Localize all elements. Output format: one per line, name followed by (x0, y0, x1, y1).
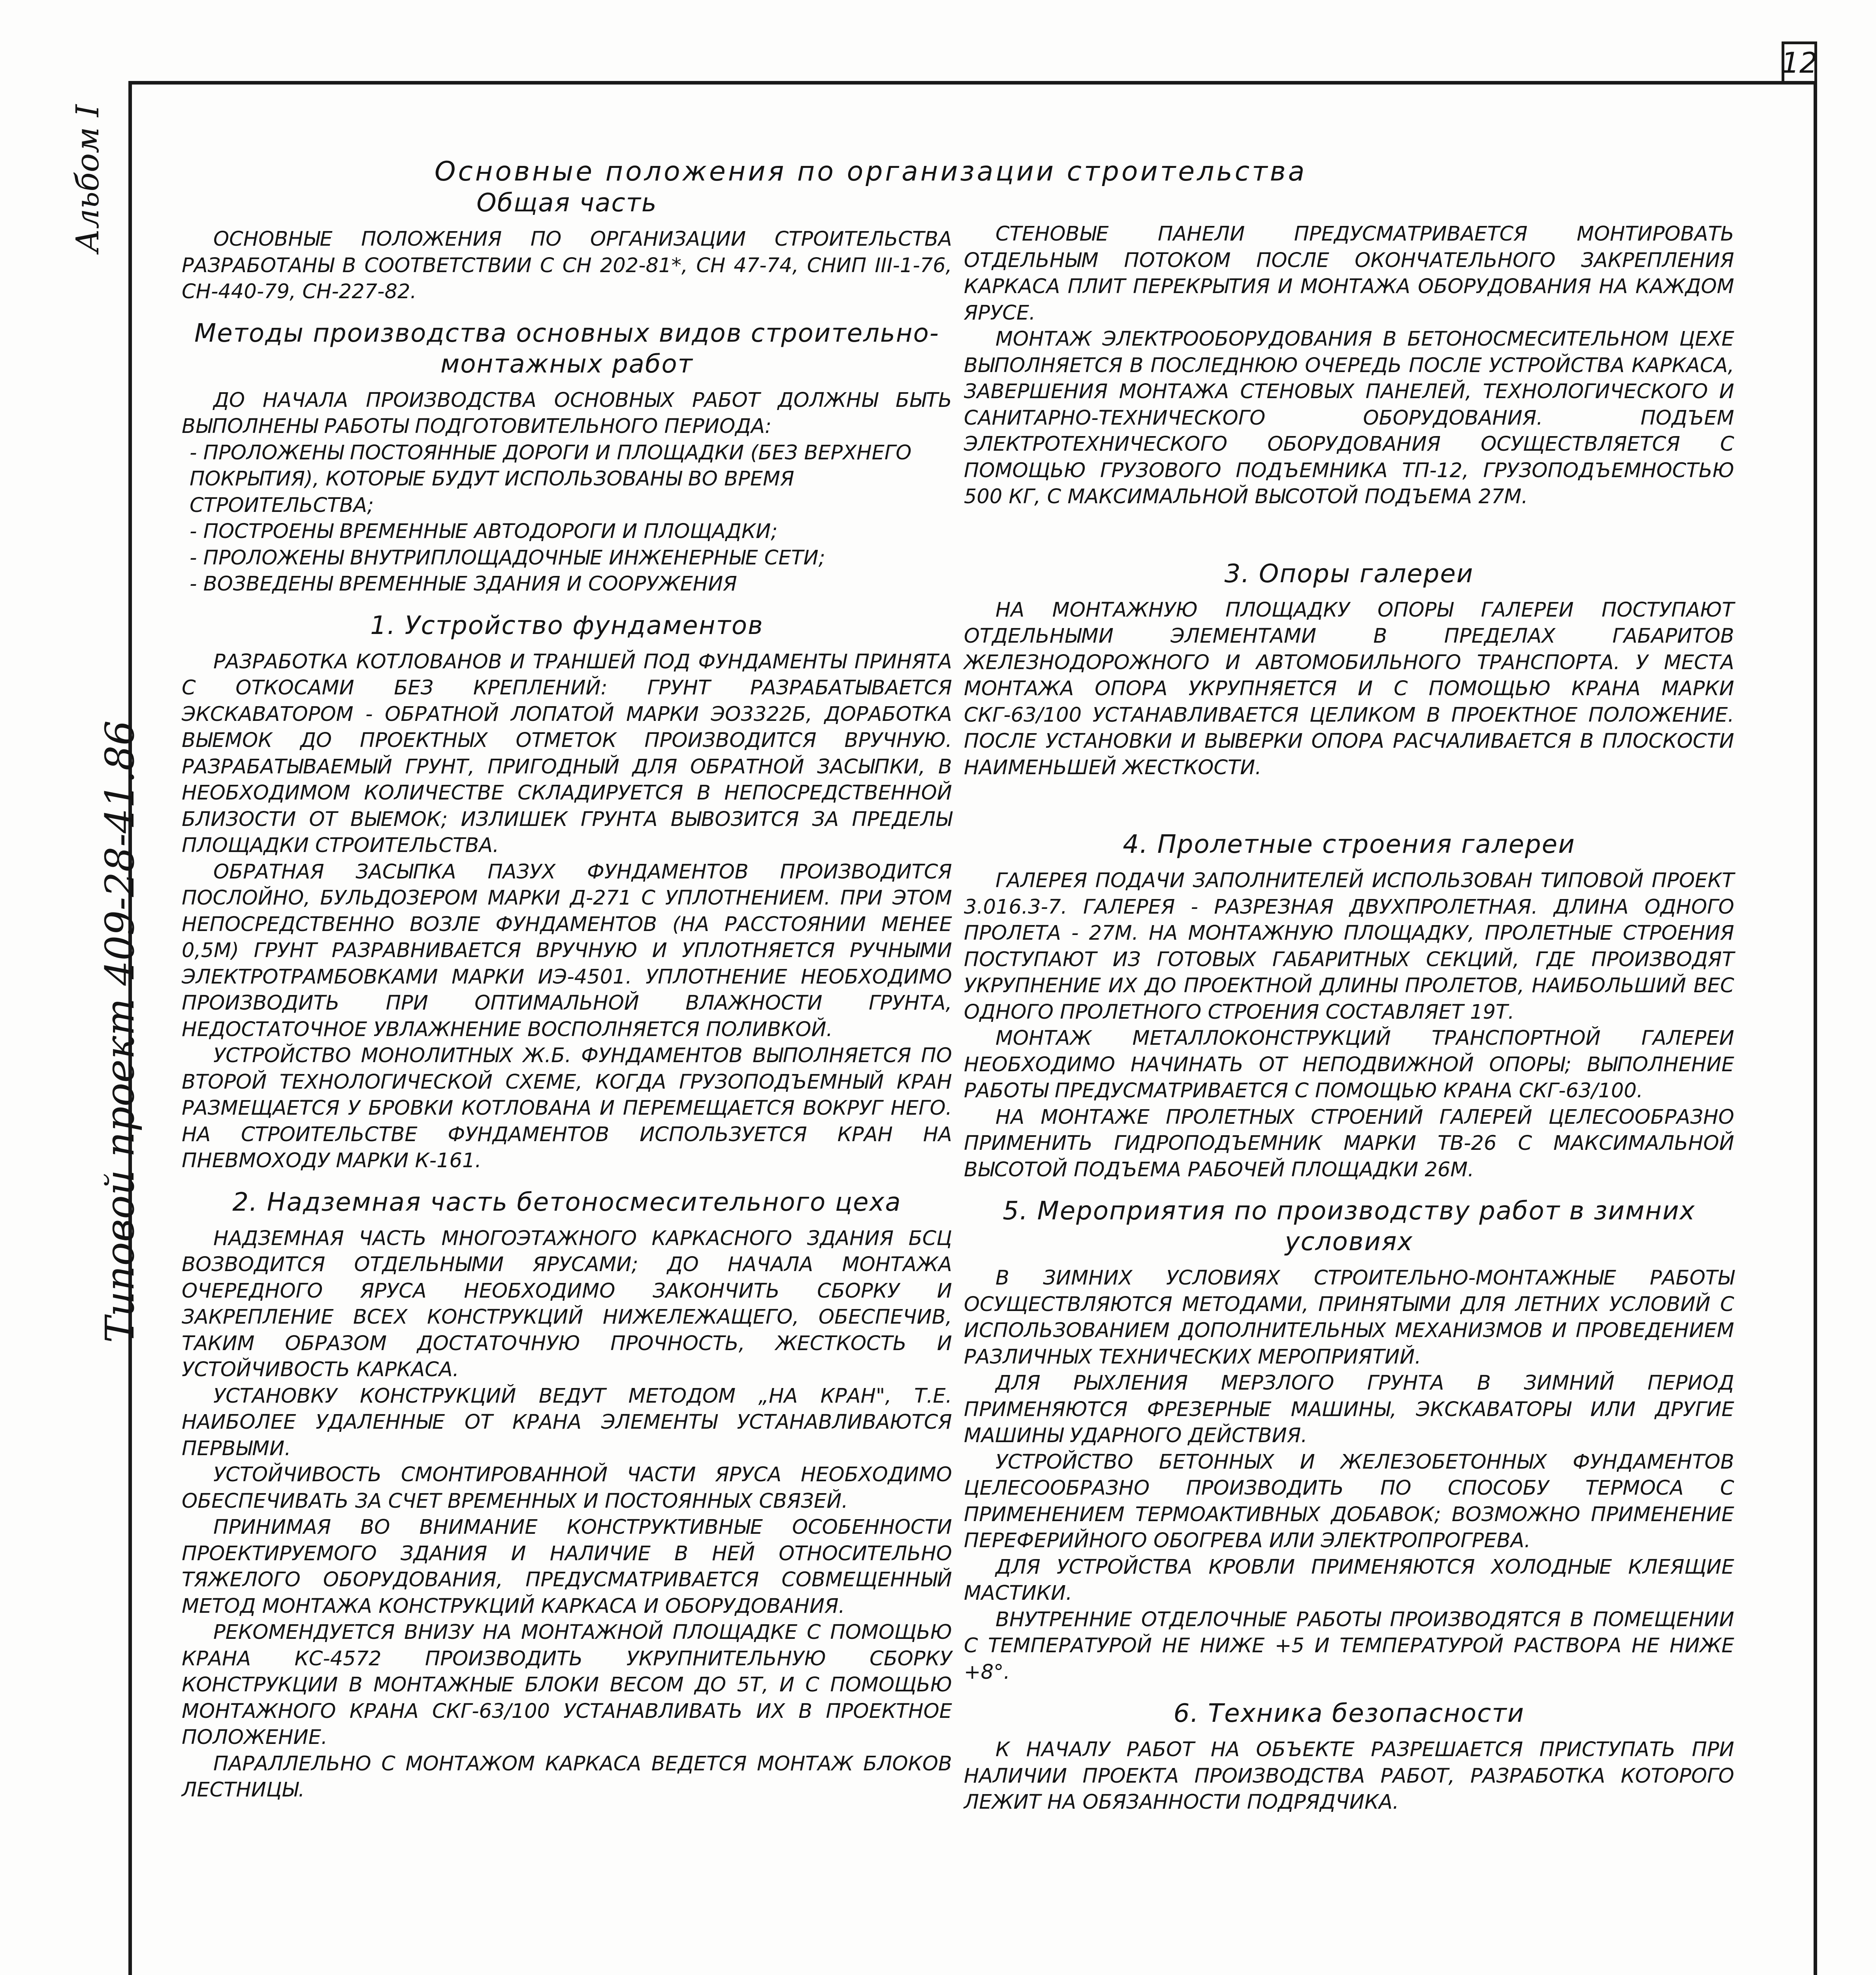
heading-winter: 5. Мероприятия по производству работ в зимних условиях (1003, 1196, 1695, 1256)
heading-safety: 6. Техника безопасности (1173, 1699, 1525, 1728)
prep-list (182, 440, 952, 598)
heading-methods: Методы производства основных видов строительно-монтажных работ (194, 318, 939, 379)
left-column (182, 188, 952, 1804)
project-label: Типовой проект 409-28-41.86 (97, 720, 143, 1343)
paragraph: НАДЗЕМНАЯ ЧАСТЬ МНОГОЭТАЖНОГО КАРКАСНОГО ЗДАНИЯ БСЦ ВОЗВОДИТСЯ ОТДЕЛЬНЫМИ ЯРУСАМИ; ДО НАЧАЛА МОНТАЖА ОЧЕРЕДНОГО ЯРУСА НЕОБХОДИМО ЗАКОНЧИТЬ СБОРКУ И ЗАКРЕПЛЕНИЕ ВСЕХ КОНСТРУКЦИЙ НИЖЕЛЕЖАЩЕГО, ОБЕСПЕЧИВ, ТАКИМ ОБРАЗОМ ДОСТАТОЧНУЮ ПРОЧНОСТЬ, ЖЕСТКОСТЬ И УСТОЙЧИВОСТЬ КАРКАСА. (182, 1226, 952, 1381)
album-label: Альбом I (69, 104, 106, 253)
page-title: Основные положения по организации строительства (435, 156, 1307, 187)
paragraph: ПРИНИМАЯ ВО ВНИМАНИЕ КОНСТРУКТИВНЫЕ ОСОБЕННОСТИ ПРОЕКТИРУЕМОГО ЗДАНИЯ И НАЛИЧИЕ В НЕЙ ОТНОСИТЕЛЬНО ТЯЖЕЛОГО ОБОРУДОВАНИЯ, ПРЕДУСМАТРИВАЕТСЯ СОВМЕЩЕННЫЙ МЕТОД МОНТАЖА КОНСТРУКЦИЙ КАРКАСА И ОБОРУДОВАНИЯ. (182, 1516, 952, 1618)
paragraph: ГАЛЕРЕЯ ПОДАЧИ ЗАПОЛНИТЕЛЕЙ ИСПОЛЬЗОВАН ТИПОВОЙ ПРОЕКТ 3.016.3-7. ГАЛЕРЕЯ - РАЗРЕЗНАЯ ДВУХПРОЛЕТНАЯ. ДЛИНА ОДНОГО ПРОЛЕТА - 27М. НА МОНТАЖНУЮ ПЛОЩАДКУ, ПРОЛЕТНЫЕ СТРОЕНИЯ ПОСТУПАЮТ ИЗ ГОТОВЫХ ГАБАРИТНЫХ СЕКЦИЙ, ГДЕ ПРОИЗВОДЯТ УКРУПНЕНИЕ ИХ ДО ПРОЕКТНОЙ ДЛИНЫ ПРОЛЕТОВ, НАИБОЛЬШИЙ ВЕС ОДНОГО ПРОЛЕТНОГО СТРОЕНИЯ СОСТАВЛЯЕТ 19Т. (964, 869, 1734, 1024)
paragraph: ОБРАТНАЯ ЗАСЫПКА ПАЗУХ ФУНДАМЕНТОВ ПРОИЗВОДИТСЯ ПОСЛОЙНО, БУЛЬДОЗЕРОМ МАРКИ Д-271 С УПЛОТНЕНИЕМ. ПРИ ЭТОМ НЕПОСРЕДСТВЕННО ВОЗЛЕ ФУНДАМЕНТОВ (НА РАССТОЯНИИ МЕНЕЕ 0,5М) ГРУНТ РАЗРАВНИВАЕТСЯ ВРУЧНУЮ И УПЛОТНЯЕТСЯ РУЧНЫМИ ЭЛЕКТРОТРАМБОВКАМИ МАРКИ ИЭ-4501. УПЛОТНЕНИЕ НЕОБХОДИМО ПРОИЗВОДИТЬ ПРИ ОПТИМАЛЬНОЙ ВЛАЖНОСТИ ГРУНТА, НЕДОСТАТОЧНОЕ УВЛАЖНЕНИЕ ВОСПОЛНЯЕТСЯ ПОЛИВКОЙ. (182, 860, 952, 1041)
paragraph: СТЕНОВЫЕ ПАНЕЛИ ПРЕДУСМАТРИВАЕТСЯ МОНТИРОВАТЬ ОТДЕЛЬНЫМ ПОТОКОМ ПОСЛЕ ОКОНЧАТЕЛЬНОГО ЗАКРЕПЛЕНИЯ КАРКАСА ПЛИТ ПЕРЕКРЫТИЯ И МОНТАЖА ОБОРУДОВАНИЯ НА КАЖДОМ ЯРУСЕ. (964, 222, 1734, 325)
page-number: 12 (1782, 41, 1817, 81)
paragraph: ОСНОВНЫЕ ПОЛОЖЕНИЯ ПО ОРГАНИЗАЦИИ СТРОИТЕЛЬСТВА РАЗРАБОТАНЫ В СООТВЕТСТВИИ С СН 202-81*, СН 47-74, СНИП III-1-76, СН-440-79, СН-227-82. (182, 228, 952, 303)
paragraph: МОНТАЖ ЭЛЕКТРООБОРУДОВАНИЯ В БЕТОНОСМЕСИТЕЛЬНОМ ЦЕХЕ ВЫПОЛНЯЕТСЯ В ПОСЛЕДНЮЮ ОЧЕРЕДЬ ПОСЛЕ УСТРОЙСТВА КАРКАСА, ЗАВЕРШЕНИЯ МОНТАЖА СТЕНОВЫХ ПАНЕЛЕЙ, ТЕХНОЛОГИЧЕСКОГО И САНИТАРНО-ТЕХНИЧЕСКОГО ОБОРУДОВАНИЯ. ПОДЪЕМ ЭЛЕКТРОТЕХНИЧЕСКОГО ОБОРУДОВАНИЯ ОСУЩЕСТВЛЯЕТСЯ С ПОМОЩЬЮ ГРУЗОВОГО ПОДЪЕМНИКА ТП-12, ГРУЗОПОДЪЕМНОСТЬЮ 500 КГ, С МАКСИМАЛЬНОЙ ВЫСОТОЙ ПОДЪЕМА 27М. (964, 327, 1734, 508)
heading-general: Общая часть (476, 188, 657, 218)
heading-supports: 3. Опоры галереи (1224, 559, 1474, 589)
list-item: - ПРОЛОЖЕНЫ ПОСТОЯННЫЕ ДОРОГИ И ПЛОЩАДКИ (БЕЗ ВЕРХНЕГО ПОКРЫТИЯ), КОТОРЫЕ БУДУТ ИСПОЛЬЗОВАНЫ ВО ВРЕМЯ СТРОИТЕЛЬСТВА; (190, 441, 912, 517)
heading-spans: 4. Пролетные строения галереи (1123, 830, 1575, 859)
paragraph: В ЗИМНИХ УСЛОВИЯХ СТРОИТЕЛЬНО-МОНТАЖНЫЕ РАБОТЫ ОСУЩЕСТВЛЯЮТСЯ МЕТОДАМИ, ПРИНЯТЫМИ ДЛЯ ЛЕТНИХ УСЛОВИЙ С ИСПОЛЬЗОВАНИЕМ ДОПОЛНИТЕЛЬНЫХ МЕХАНИЗМОВ И ПРОВЕДЕНИЕМ РАЗЛИЧНЫХ ТЕХНИЧЕСКИХ МЕРОПРИЯТИЙ. (964, 1266, 1734, 1369)
list-item: - ПОСТРОЕНЫ ВРЕМЕННЫЕ АВТОДОРОГИ И ПЛОЩАДКИ; (190, 520, 778, 543)
list-item: - ВОЗВЕДЕНЫ ВРЕМЕННЫЕ ЗДАНИЯ И СООРУЖЕНИЯ (190, 572, 737, 596)
paragraph: УСТРОЙСТВО МОНОЛИТНЫХ Ж.Б. ФУНДАМЕНТОВ ВЫПОЛНЯЕТСЯ ПО ВТОРОЙ ТЕХНОЛОГИЧЕСКОЙ СХЕМЕ, КОГДА ГРУЗОПОДЪЕМНЫЙ КРАН РАЗМЕЩАЕТСЯ У БРОВКИ КОТЛОВАНА И ПЕРЕМЕЩАЕТСЯ ВОКРУГ НЕГО. НА СТРОИТЕЛЬСТВЕ ФУНДАМЕНТОВ ИСПОЛЬЗУЕТСЯ КРАН НА ПНЕВМОХОДУ МАРКИ К-161. (182, 1044, 952, 1172)
paragraph: ДЛЯ УСТРОЙСТВА КРОВЛИ ПРИМЕНЯЮТСЯ ХОЛОДНЫЕ КЛЕЯЩИЕ МАСТИКИ. (964, 1555, 1734, 1605)
paragraph: МОНТАЖ МЕТАЛЛОКОНСТРУКЦИЙ ТРАНСПОРТНОЙ ГАЛЕРЕИ НЕОБХОДИМО НАЧИНАТЬ ОТ НЕПОДВИЖНОЙ ОПОРЫ; ВЫПОЛНЕНИЕ РАБОТЫ ПРЕДУСМАТРИВАЕТСЯ С ПОМОЩЬЮ КРАНА СКГ-63/100. (964, 1027, 1734, 1102)
paragraph: УСТАНОВКУ КОНСТРУКЦИЙ ВЕДУТ МЕТОДОМ „НА КРАН", Т.Е. НАИБОЛЕЕ УДАЛЕННЫЕ ОТ КРАНА ЭЛЕМЕНТЫ УСТАНАВЛИВАЮТСЯ ПЕРВЫМИ. (182, 1384, 952, 1460)
paragraph: ДЛЯ РЫХЛЕНИЯ МЕРЗЛОГО ГРУНТА В ЗИМНИЙ ПЕРИОД ПРИМЕНЯЮТСЯ ФРЕЗЕРНЫЕ МАШИНЫ, ЭКСКАВАТОРЫ ИЛИ ДРУГИЕ МАШИНЫ УДАРНОГО ДЕЙСТВИЯ. (964, 1371, 1734, 1447)
paragraph: НА МОНТАЖЕ ПРОЛЕТНЫХ СТРОЕНИЙ ГАЛЕРЕЙ ЦЕЛЕСООБРАЗНО ПРИМЕНИТЬ ГИДРОПОДЪЕМНИК МАРКИ ТВ-26 С МАКСИМАЛЬНОЙ ВЫСОТОЙ ПОДЪЕМА РАБОЧЕЙ ПЛОЩАДКИ 26М. (964, 1105, 1734, 1181)
paragraph: ПАРАЛЛЕЛЬНО С МОНТАЖОМ КАРКАСА ВЕДЕТСЯ МОНТАЖ БЛОКОВ ЛЕСТНИЦЫ. (182, 1752, 952, 1802)
paragraph: ВНУТРЕННИЕ ОТДЕЛОЧНЫЕ РАБОТЫ ПРОИЗВОДЯТСЯ В ПОМЕЩЕНИИ С ТЕМПЕРАТУРОЙ НЕ НИЖЕ +5 И ТЕМПЕРАТУРОЙ РАСТВОРА НЕ НИЖЕ +8°. (964, 1608, 1734, 1684)
heading-aboveground: 2. Надземная часть бетоносмесительного цеха (232, 1187, 901, 1217)
paragraph: К НАЧАЛУ РАБОТ НА ОБЪЕКТЕ РАЗРЕШАЕТСЯ ПРИСТУПАТЬ ПРИ НАЛИЧИИ ПРОЕКТА ПРОИЗВОДСТВА РАБОТ, РАЗРАБОТКА КОТОРОГО ЛЕЖИТ НА ОБЯЗАННОСТИ ПОДРЯДЧИКА. (964, 1738, 1734, 1814)
list-item: - ПРОЛОЖЕНЫ ВНУТРИПЛОЩАДОЧНЫЕ ИНЖЕНЕРНЫЕ СЕТИ; (190, 546, 826, 570)
paragraph: РАЗРАБОТКА КОТЛОВАНОВ И ТРАНШЕЙ ПОД ФУНДАМЕНТЫ ПРИНЯТА С ОТКОСАМИ БЕЗ КРЕПЛЕНИЙ: ГРУНТ РАЗРАБАТЫВАЕТСЯ ЭКСКАВАТОРОМ - ОБРАТНОЙ ЛОПАТОЙ МАРКИ ЭО3322Б, ДОРАБОТКА ВЫЕМОК ДО ПРОЕКТНЫХ ОТМЕТОК ПРОИЗВОДИТСЯ ВРУЧНУЮ. РАЗРАБАТЫВАЕМЫЙ ГРУНТ, ПРИГОДНЫЙ ДЛЯ ОБРАТНОЙ ЗАСЫПКИ, В НЕОБХОДИМОМ КОЛИЧЕСТВЕ СКЛАДИРУЕТСЯ В НЕПОСРЕДСТВЕННОЙ БЛИЗОСТИ ОТ ВЫЕМОК; ИЗЛИШЕК ГРУНТА ВЫВОЗИТСЯ ЗА ПРЕДЕЛЫ ПЛОЩАДКИ СТРОИТЕЛЬСТВА. (182, 650, 952, 857)
paragraph: УСТОЙЧИВОСТЬ СМОНТИРОВАННОЙ ЧАСТИ ЯРУСА НЕОБХОДИМО ОБЕСПЕЧИВАТЬ ЗА СЧЕТ ВРЕМЕННЫХ И ПОСТОЯННЫХ СВЯЗЕЙ. (182, 1463, 952, 1513)
paragraph: ДО НАЧАЛА ПРОИЗВОДСТВА ОСНОВНЫХ РАБОТ ДОЛЖНЫ БЫТЬ ВЫПОЛНЕНЫ РАБОТЫ ПОДГОТОВИТЕЛЬНОГО ПЕРИОДА: (182, 388, 952, 438)
heading-foundations: 1. Устройство фундаментов (370, 611, 764, 640)
right-column (964, 221, 1734, 1816)
paragraph: УСТРОЙСТВО БЕТОННЫХ И ЖЕЛЕЗОБЕТОННЫХ ФУНДАМЕНТОВ ЦЕЛЕСООБРАЗНО ПРОИЗВОДИТЬ ПО СПОСОБУ ТЕРМОСА С ПРИМЕНЕНИЕМ ТЕРМОАКТИВНЫХ ДОБАВОК; ВОЗМОЖНО ПРИМЕНЕНИЕ ПЕРЕФЕРИЙНОГО ОБОГРЕВА ИЛИ ЭЛЕКТРОПРОГРЕВА. (964, 1450, 1734, 1552)
paragraph: РЕКОМЕНДУЕТСЯ ВНИЗУ НА МОНТАЖНОЙ ПЛОЩАДКЕ С ПОМОЩЬЮ КРАНА КС-4572 ПРОИЗВОДИТЬ УКРУПНИТЕЛЬНУЮ СБОРКУ КОНСТРУКЦИИ В МОНТАЖНЫЕ БЛОКИ ВЕСОМ ДО 5Т, И С ПОМОЩЬЮ МОНТАЖНОГО КРАНА СКГ-63/100 УСТАНАВЛИВАТЬ ИХ В ПРОЕКТНОЕ ПОЛОЖЕНИЕ. (182, 1621, 952, 1749)
paragraph: НА МОНТАЖНУЮ ПЛОЩАДКУ ОПОРЫ ГАЛЕРЕИ ПОСТУПАЮТ ОТДЕЛЬНЫМИ ЭЛЕМЕНТАМИ В ПРЕДЕЛАХ ГАБАРИТОВ ЖЕЛЕЗНОДОРОЖНОГО И АВТОМОБИЛЬНОГО ТРАНСПОРТА. У МЕСТА МОНТАЖА ОПОРА УКРУПНЯЕТСЯ И С ПОМОЩЬЮ КРАНА МАРКИ СКГ-63/100 УСТАНАВЛИВАЕТСЯ ЦЕЛИКОМ В ПРОЕКТНОЕ ПОЛОЖЕНИЕ. ПОСЛЕ УСТАНОВКИ И ВЫВЕРКИ ОПОРА РАСЧАЛИВАЕТСЯ В ПЛОСКОСТИ НАИМЕНЬШЕЙ ЖЕСТКОСТИ. (964, 598, 1734, 779)
